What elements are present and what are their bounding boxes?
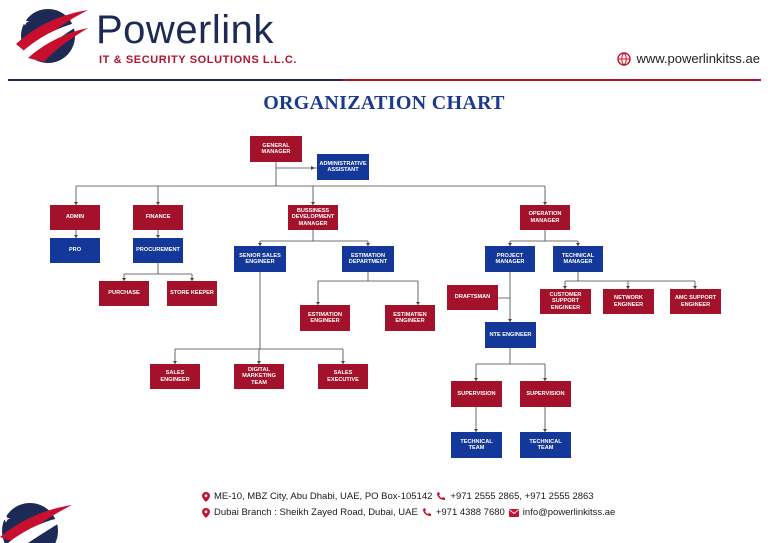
page-header: [0, 0, 768, 82]
node-sales-engineer: SALES ENGINEER: [150, 364, 200, 389]
dubai-branch-address: Dubai Branch : Sheikh Zayed Road, Dubai, UAE: [214, 507, 418, 518]
node-estimation-department: ESTIMATION DEPARTMENT: [342, 246, 394, 272]
contact-email[interactable]: info@powerlinkitss.ae: [522, 507, 616, 518]
brand-tagline: IT & SECURITY SOLUTIONS L.L.C.: [99, 54, 298, 66]
website-text: www.powerlinkitss.ae: [636, 51, 760, 66]
node-operation-manager: OPERATION MANAGER: [520, 205, 570, 230]
node-customer-support-engineer: CUSTOMER SUPPORT ENGINEER: [540, 289, 591, 314]
dubai-branch-phone: +971 4388 7680: [435, 507, 505, 518]
website-link[interactable]: [617, 51, 760, 66]
globe-icon: [617, 52, 631, 66]
node-finance: FINANCE: [133, 205, 183, 230]
phone-icon: [436, 492, 446, 501]
node-project-manager: PROJECT MANAGER: [485, 246, 535, 272]
node-pro: PRO: [50, 238, 100, 263]
node-estimation-engineer: ESTIMATION ENGINEER: [300, 305, 350, 331]
header-divider-red: [343, 79, 761, 81]
powerlink-logo-icon: [8, 4, 90, 64]
node-supervision: SUPERVISION: [451, 381, 502, 407]
node-business-development-manager: BUSSINESS DEVELOPMENT MANAGER: [288, 205, 338, 230]
head-office-address: ME-10, MBZ City, Abu Dhabi, UAE, PO Box-105142: [214, 491, 433, 502]
head-office-phone: +971 2555 2865, +971 2555 2863: [450, 491, 594, 502]
footer-logo-icon: [0, 497, 76, 543]
node-procurement: PROCUREMENT: [133, 238, 183, 263]
node-draftsman: DRAFTSMAN: [447, 285, 498, 310]
node-technical-team-2: TECHNICAL TEAM: [520, 432, 571, 458]
node-sales-executive: SALES EXECUTIVE: [318, 364, 368, 389]
node-store-keeper: STORE KEEPER: [167, 281, 217, 306]
node-digital-marketing-team: DIGITAL MARKETING TEAM: [234, 364, 284, 389]
node-nte-engineer: NTE ENGINEER: [485, 322, 536, 348]
brand-name: Powerlink: [96, 8, 274, 52]
node-supervision-2: SUPERVISION: [520, 381, 571, 407]
header-divider-blue: [8, 79, 343, 81]
node-administrative-assistant: ADMINISTRATIVE ASSISTANT: [317, 154, 369, 180]
footer-address-line-1: [202, 491, 594, 502]
node-estimation-engineer-2: ESTIMATIEN ENGINEER: [385, 305, 435, 331]
location-pin-icon: [202, 508, 210, 518]
phone-icon: [422, 508, 432, 517]
node-technical-team: TECHNICAL TEAM: [451, 432, 502, 458]
email-icon: [509, 509, 519, 517]
node-amc-support-engineer: AMC SUPPORT ENGINEER: [670, 289, 721, 314]
footer-address-line-2: [202, 507, 615, 518]
node-technical-manager: TECHNICAL MANAGER: [553, 246, 603, 272]
node-general-manager: GENERAL MANAGER: [250, 136, 302, 162]
node-network-engineer: NETWORK ENGINEER: [603, 289, 654, 314]
location-pin-icon: [202, 492, 210, 502]
node-purchase: PURCHASE: [99, 281, 149, 306]
node-senior-sales-engineer: SENIOR SALES ENGINEER: [234, 246, 286, 272]
page-title: ORGANIZATION CHART: [263, 92, 505, 114]
node-admin: ADMIN: [50, 205, 100, 230]
